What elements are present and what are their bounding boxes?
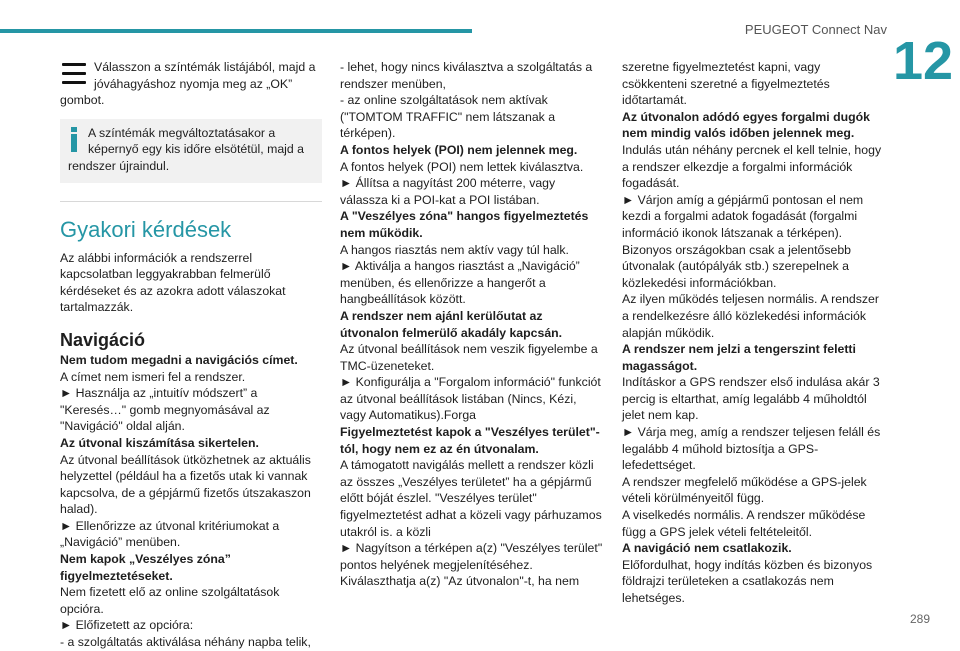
question: A rendszer nem ajánl kerülőutat az útvonalon felmerülő akadály kapcsán. xyxy=(340,308,563,340)
column-3 xyxy=(622,59,886,607)
answer: A hangos riasztás nem aktív vagy túl halk. xyxy=(340,242,569,257)
note: A rendszer megfelelő működése a GPS-jelek vételi körülményeitől függ. xyxy=(622,474,867,506)
solution-step: ► Előfizetett az opcióra: xyxy=(60,618,194,633)
answer: Az útvonal beállítások ütközhetnek az aktuális helyzettel (például ha a fizetős utak ki vannak kapcsolva, de a gépjármű fizetős útszakaszon halad). xyxy=(60,452,311,517)
faq-heading: Gyakori kérdések xyxy=(60,216,232,242)
answer: Előfordulhat, hogy indítás közben és bizonyos földrajzi területeken a csatlakozás nem lehetséges. xyxy=(622,557,873,605)
solution-step: ► Állítsa a nagyítást 200 méterre, vagy válassza ki a POI-kat a POI listában. xyxy=(340,176,556,207)
info-icon xyxy=(68,125,80,155)
note: Az ilyen működés teljesen normális. A rendszer a rendelkezésre álló közlekedési információk alapján működik. xyxy=(622,292,879,340)
running-title: PEUGEOT Connect Nav xyxy=(744,22,887,37)
answer: Az útvonal beállítások nem veszik figyelembe a TMC-üzeneteket. xyxy=(340,342,598,373)
column-2 xyxy=(340,59,604,590)
question: Az útvonalon adódó egyes forgalmi dugók nem mindig valós időben jelennek meg. xyxy=(622,109,871,141)
column-1 xyxy=(60,59,322,651)
question: Nem kapok „Veszélyes zóna” figyelmeztetéseket. xyxy=(60,552,231,583)
faq-intro: Az alábbi információk a rendszerrel kapcsolatban leggyakrabban felmerülő kérdéseket és az azokra adott válaszokat tartalmazzák. xyxy=(60,250,286,315)
solution-step: ► Használja az „intuitív módszert” a "Keresés…" gomb megnyomásával az "Navigáció" oldal alján. xyxy=(60,386,270,434)
list-item: - az online szolgáltatások nem aktívak ("TOMTOM TRAFFIC" nem látszanak a térképen). xyxy=(340,93,556,141)
answer: A címet nem ismeri fel a rendszer. xyxy=(60,369,246,384)
question: A fontos helyek (POI) nem jelennek meg. xyxy=(340,142,578,157)
answer: A támogatott navigálás mellett a rendszer közli az összes „Veszélyes területet” ha a gépjármű előtt bóját észlel. "Veszélyes terület" figyelmeztetést adhat a közeli vagy párhuzamos utakról is. a közli xyxy=(340,458,602,539)
header-accent-bar xyxy=(0,29,472,33)
info-note: A színtémák megváltoztatásakor a képernyő egy kis időre elsötétül, majd a rendszer újraindul. xyxy=(68,125,304,173)
question: Figyelmeztetést kapok a "Veszélyes terület"-tól, hogy nem ez az én útvonalam. xyxy=(340,425,600,456)
page-number: 289 xyxy=(909,612,930,626)
note: Bizonyos országokban csak a jelentősebb útvonalak (autópályák stb.) szerepelnek a közlekedési információkban. xyxy=(622,242,851,290)
list-item: - a szolgáltatás aktiválása néhány napba telik, xyxy=(60,635,311,650)
question: A navigáció nem csatlakozik. xyxy=(622,541,792,556)
question: Az útvonal kiszámítása sikertelen. xyxy=(60,435,259,450)
info-box xyxy=(60,119,322,183)
note: A viselkedés normális. A rendszer működése függ a GPS jelek vételi feltételeitől. xyxy=(622,508,866,539)
solution-step: ► Várja meg, amíg a rendszer teljesen feláll és legalább 4 műhold biztosítja a GPS-lefedettséget. xyxy=(622,425,881,473)
answer: Indulás után néhány percnek el kell telnie, hogy a rendszer elkezdje a forgalmi információk fogadását. xyxy=(622,142,882,191)
chapter-number: 12 xyxy=(893,31,954,91)
section-divider xyxy=(60,201,322,202)
question: A rendszer nem jelzi a tengerszint feletti magasságot. xyxy=(622,342,856,373)
solution-step: ► Nagyítson a térképen a(z) "Veszélyes terület" pontos helyének megjelenítéséhez. Kiválaszthatja a(z) "Az útvonalon"-t, ha nem xyxy=(340,541,603,589)
answer: Indításkor a GPS rendszer első indulása akár 3 percig is eltarthat, amíg legalább 4 műholdtól jelet nem kap. xyxy=(622,375,880,423)
answer: Nem fizetett elő az online szolgáltatások opcióra. xyxy=(60,585,280,616)
menu-icon xyxy=(60,59,88,89)
solution-step: ► Ellenőrizze az útvonal kritériumokat a „Navigáció” menüben. xyxy=(60,518,280,550)
question: Nem tudom megadni a navigációs címet. xyxy=(60,352,298,367)
theme-instruction: Válasszon a színtémák listájából, majd a jóváhagyáshoz nyomja meg az „OK” gombot. xyxy=(60,60,316,108)
list-item: - lehet, hogy nincs kiválasztva a szolgáltatás a rendszer menüben, xyxy=(340,60,593,91)
navigation-heading: Navigáció xyxy=(60,329,146,350)
answer: A fontos helyek (POI) nem lettek kiválasztva. xyxy=(340,159,584,174)
question: A "Veszélyes zóna" hangos figyelmeztetés nem működik. xyxy=(340,209,589,240)
theme-instruction-block xyxy=(60,59,322,109)
solution-step: ► Konfigurálja a "Forgalom információ" funkciót az útvonal beállítások listában (Nincs, Kézi, vagy Automatikus).Forga xyxy=(340,375,601,423)
solution-step: ► Aktiválja a hangos riasztást a „Navigáció” menüben, és ellenőrizze a hangerőt a hangbeállítások között. xyxy=(340,259,580,307)
solution-step: ► Várjon amíg a gépjármű pontosan el nem kezdi a forgalmi adatok fogadását (forgalmi információ ikonok látszanak a térképen). xyxy=(622,192,864,240)
continued-text: szeretne figyelmeztetést kapni, vagy csökkenteni szeretné a figyelmeztetés időtartamát. xyxy=(622,60,830,108)
